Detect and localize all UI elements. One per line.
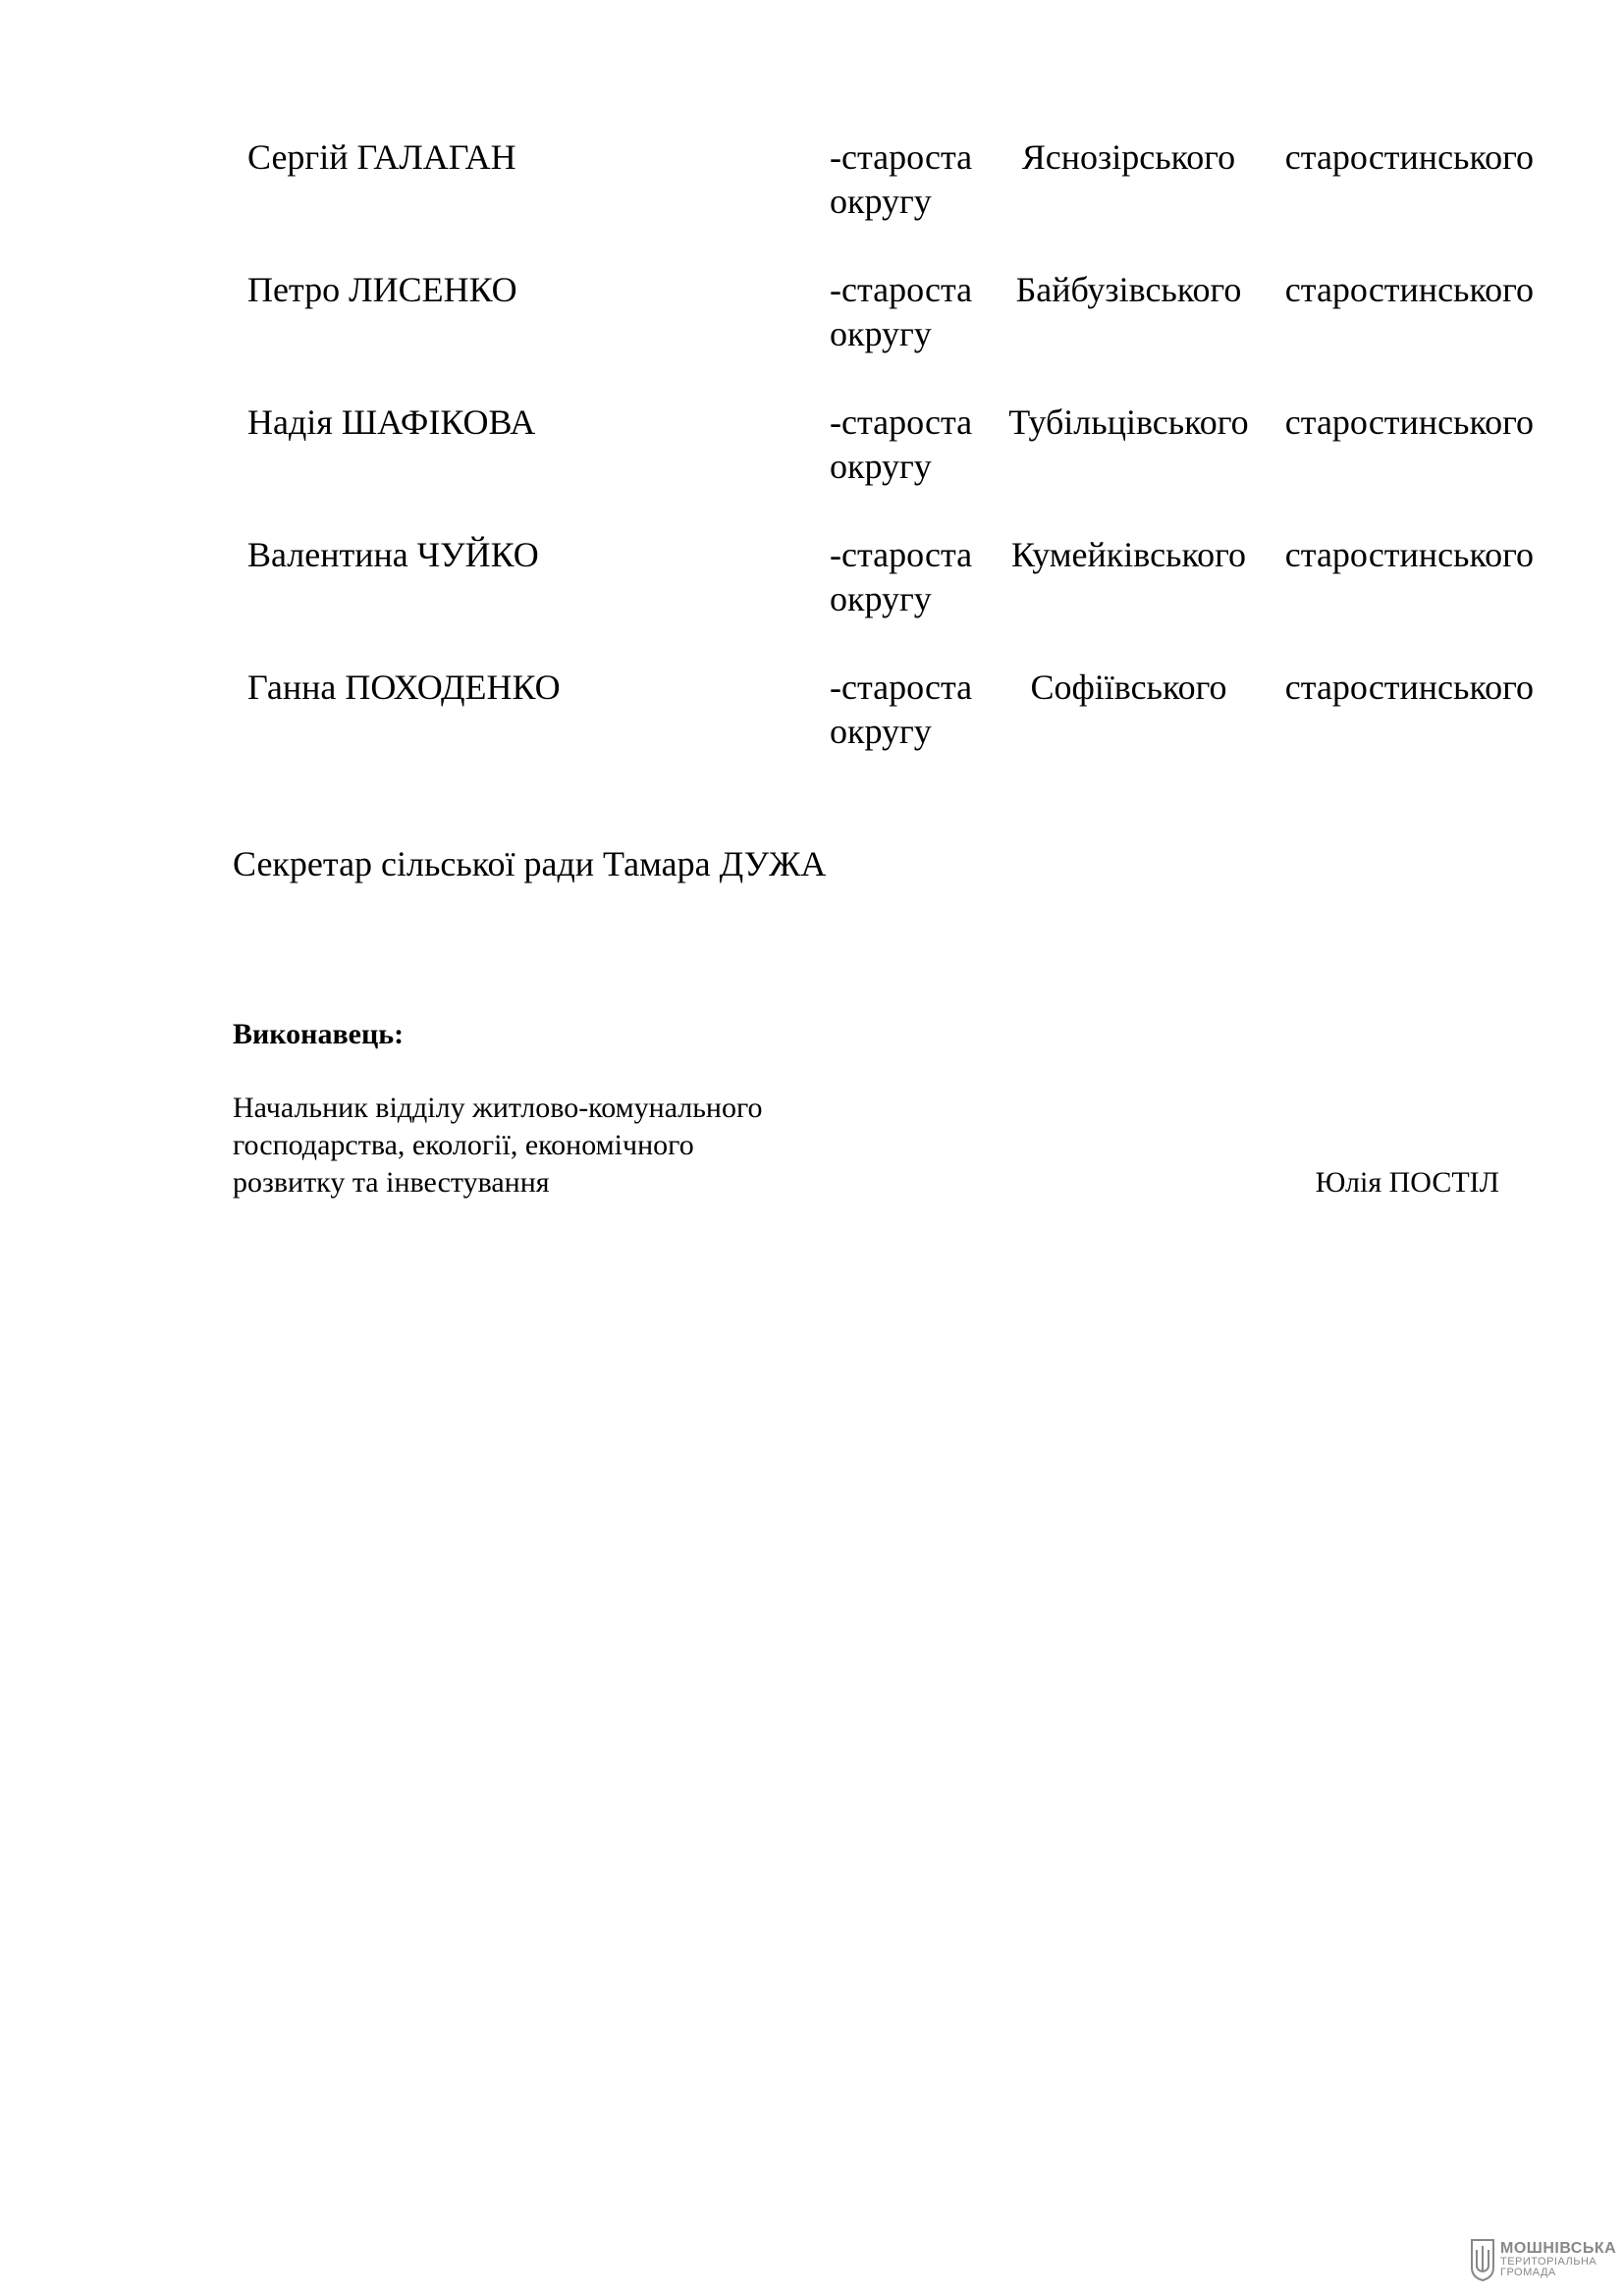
member-row	[247, 135, 1534, 224]
member-name: Надія ШАФІКОВА	[247, 402, 536, 442]
member-role: -староста Кумейківського старостинського округу	[830, 535, 1534, 618]
member-name: Петро ЛИСЕНКО	[247, 270, 517, 309]
member-name: Ганна ПОХОДЕНКО	[247, 667, 561, 707]
executor-heading: Виконавець:	[233, 1018, 405, 1050]
executor-position	[233, 1090, 861, 1201]
member-row	[247, 533, 1534, 621]
executor-name: Юлія ПОСТІЛ	[1315, 1166, 1499, 1199]
watermark-line: МОШНІВСЬКА	[1500, 2240, 1617, 2257]
member-row	[247, 268, 1534, 356]
executor-position-line: Начальник відділу житлово-комунального	[233, 1092, 763, 1124]
executor-position-line: господарства, екології, економічного	[233, 1129, 694, 1161]
executor-block	[233, 1090, 1499, 1201]
member-role: -староста Байбузівського старостинського округу	[830, 270, 1534, 353]
watermark-line: ТЕРИТОРІАЛЬНА	[1500, 2256, 1597, 2268]
executor-position-line: розвитку та інвестування	[233, 1166, 550, 1199]
member-row	[247, 666, 1534, 754]
member-role: -староста Яснозірського старостинського округу	[830, 137, 1534, 221]
member-row	[247, 400, 1534, 489]
community-watermark	[1469, 2238, 1616, 2281]
member-name: Валентина ЧУЙКО	[247, 535, 539, 574]
watermark-line: ГРОМАДА	[1500, 2267, 1556, 2278]
member-role: -староста Софіївського старостинського округу	[830, 667, 1534, 751]
watermark-text	[1500, 2241, 1616, 2278]
trident-icon	[1469, 2238, 1496, 2281]
member-role: -староста Тубільцівського старостинського округу	[830, 402, 1534, 486]
members-list	[247, 135, 1534, 798]
member-name: Сергій ГАЛАГАН	[247, 137, 516, 177]
secretary-signature: Секретар сільської ради Тамара ДУЖА	[233, 844, 827, 883]
